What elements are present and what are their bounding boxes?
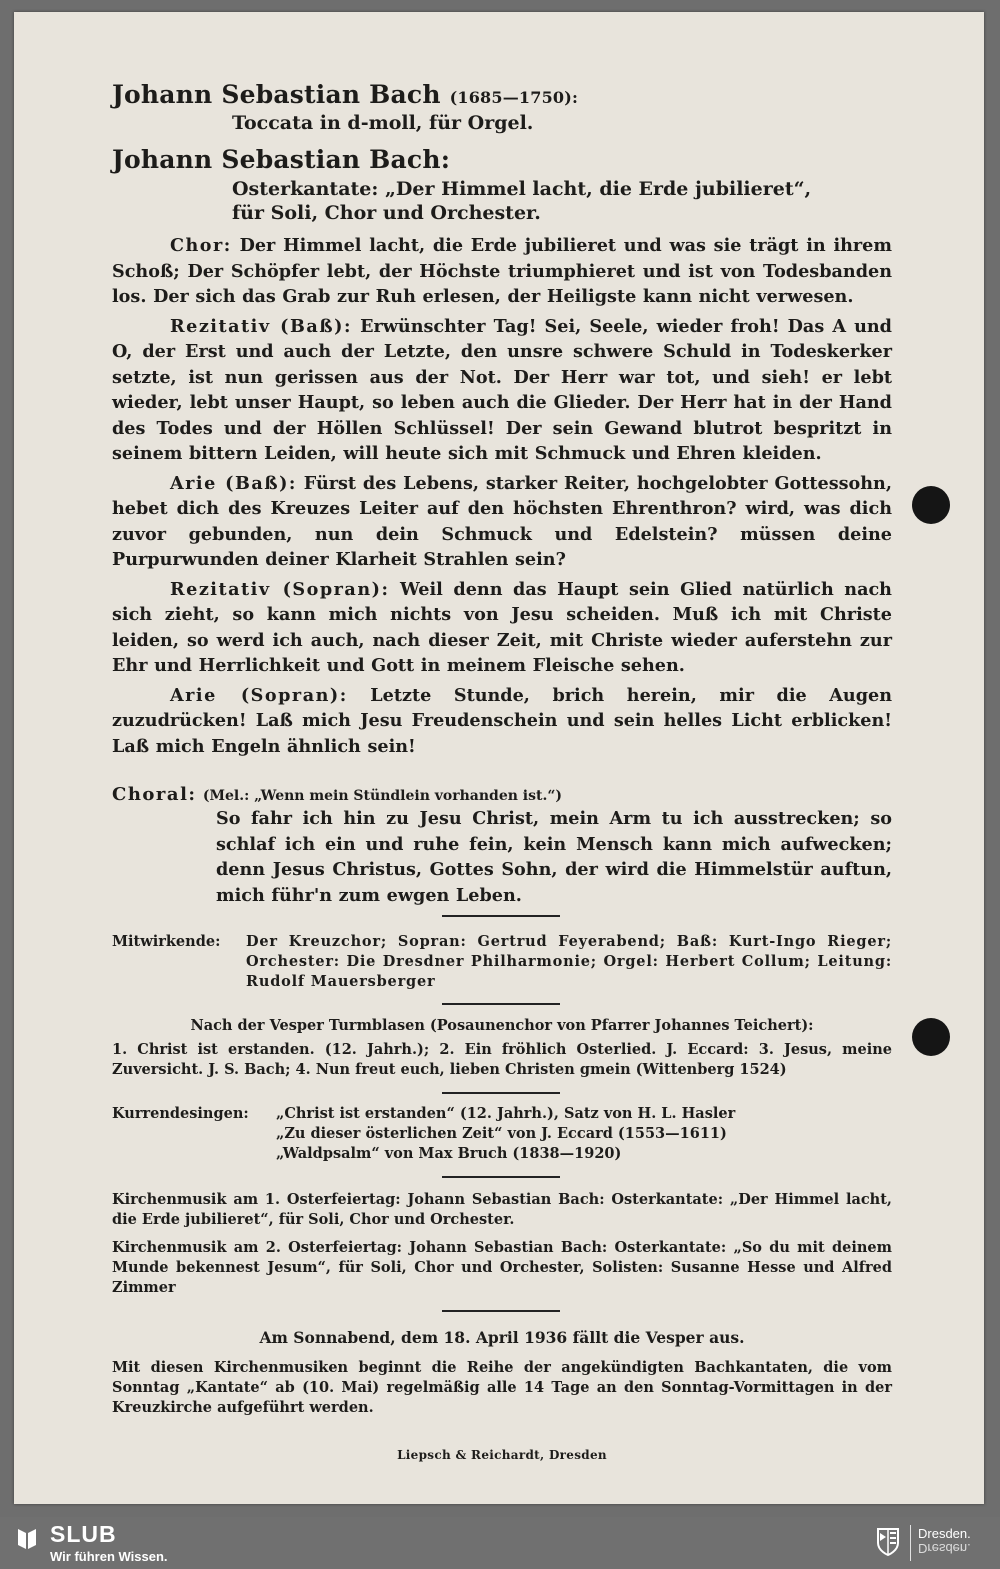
divider: [442, 1310, 560, 1312]
kurrende-line: „Christ ist erstanden“ (12. Jahrh.), Satz von H. L. Hasler: [276, 1105, 736, 1122]
punch-hole: [912, 1018, 950, 1056]
footer-divider: [910, 1525, 911, 1561]
kirchenmusik-day2: Kirchenmusik am 2. Osterfeiertag: Johann Sebastian Bach: Osterkantate: „So du mit deinem Munde bekennest Jesum“, für Soli, Chor und Orchester, Solisten: Susanne Hesse und Alfred Zimmer: [112, 1239, 892, 1296]
book-logo-icon: [16, 1525, 38, 1551]
divider: [442, 1092, 560, 1094]
movement-rezitativ-bass: Rezitativ (Baß): Erwünschter Tag! Sei, Seele, wieder froh! Das A und O, der Erst und auch der Letzte, den unsre schwere Schuld in Todeskerker setzte, ist nun gerissen aus der Not. Der Herr war tot, und sieh! er lebt wieder, lebt unser Haupt, so leben auch die Glieder. Der Herr hat in der Hand des Todes und der Höllen Schlüssel! Der sein Gewand blutrot bespritzt in seinem bittern Leiden, will heute sich mit Schmuck und Ehren kleiden.: [112, 315, 892, 464]
choral-text: So fahr ich hin zu Jesu Christ, mein Arm tu ich ausstrecken; so schlaf ich ein und ruhe fein, kein Mensch kann mich aufwecken; denn Jesus Christus, Gottes Sohn, der wird die Himmelstür auftun, mich führ'n zum ewgen Leben.: [216, 808, 892, 906]
kurrende-label: Kurrendesingen:: [112, 1105, 249, 1122]
work-toccata: Toccata in d-moll, für Orgel.: [232, 112, 534, 134]
turmblasen-heading: Nach der Vesper Turmblasen (Posaunenchor von Pfarrer Johannes Teichert):: [190, 1017, 814, 1034]
choral-heading: Choral: (Mel.: „Wenn mein Stündlein vorhanden ist.“): [112, 784, 562, 805]
composer-dates: (1685—1750):: [449, 88, 579, 107]
performers-label: Mitwirkende:: [112, 933, 221, 950]
city-crest-icon: [876, 1527, 900, 1557]
divider: [442, 1176, 560, 1178]
punch-hole: [912, 486, 950, 524]
choral-melody: (Mel.: „Wenn mein Stündlein vorhanden ist.“): [202, 788, 562, 804]
city-wordmark[interactable]: Dresden. Dresden.: [918, 1526, 971, 1556]
vesper-notice: Am Sonnabend, dem 18. April 1936 fällt die Vesper aus.: [259, 1328, 745, 1347]
movement-rezitativ-sopran: Rezitativ (Sopran): Weil denn das Haupt sein Glied natürlich nach sich zieht, so kann mich nichts von Jesu scheiden. Muß ich mit Christe leiden, so werd ich auch, nach dieser Zeit, mit Christe wieder auferstehn zur Ehr und Herrlichkeit und Gott in meinem Fleische sehen.: [112, 578, 892, 676]
kurrende-line: „Waldpsalm“ von Max Bruch (1838—1920): [276, 1145, 622, 1162]
work-osterkantate: Osterkantate: „Der Himmel lacht, die Erde jubilieret“,: [232, 178, 812, 200]
movement-arie-sopran: Arie (Sopran): Letzte Stunde, brich herein, mir die Augen zuzudrücken! Laß mich Jesu Freudenschein und sein helles Licht erblicken! Laß mich Engeln ähnlich sein!: [112, 684, 892, 757]
kirchenmusik-day1: Kirchenmusik am 1. Osterfeiertag: Johann Sebastian Bach: Osterkantate: „Der Himmel lacht, die Erde jubilieret“, für Soli, Chor und Orchester.: [112, 1191, 892, 1228]
bachkantaten-notice: Mit diesen Kirchenmusiken beginnt die Reihe der angekündigten Bachkantaten, die vom Sonntag „Kantate“ ab (10. Mai) regelmäßig alle 14 Tage an den Sonntag-Vormittagen in der Kreuzkirche aufgeführt werden.: [112, 1359, 892, 1416]
kurrende-line: „Zu dieser österlichen Zeit“ von J. Eccard (1553—1611): [276, 1125, 727, 1142]
movement-arie-bass: Arie (Baß): Fürst des Lebens, starker Reiter, hochgelobter Gottessohn, hebet dich des Kreuzes Leiter auf den höchsten Ehrenthron? wird, was dich zuvor gebunden, nun dein Schmuck und Edelstein? müssen deine Purpurwunden deiner Klarheit Strahlen sein?: [112, 472, 892, 570]
cantata-text: [112, 233, 892, 763]
turmblasen-text: 1. Christ ist erstanden. (12. Jahrh.); 2. Ein fröhlich Osterlied. J. Eccard: 3. Jesus, meine Zuversicht. J. S. Bach; 4. Nun freut euch, lieben Christen gmein (Wittenberg 1524): [112, 1041, 892, 1078]
library-footer-bar: [0, 1517, 1000, 1569]
title-bach-2: Johann Sebastian Bach:: [112, 145, 451, 174]
title-bach-1: [112, 80, 578, 113]
divider: [442, 915, 560, 917]
library-name[interactable]: SLUB: [50, 1521, 117, 1547]
movement-chor: Chor: Der Himmel lacht, die Erde jubilieret und was sie trägt in ihrem Schoß; Der Schöpfer lebt, der Höchste triumphieret und ist von Todesbanden los. Der sich das Grab zur Ruh erlesen, der Heiligste kann nicht verwesen.: [112, 235, 892, 307]
composer-name: Johann Sebastian Bach: [112, 80, 441, 109]
work-scoring: für Soli, Chor und Orchester.: [232, 202, 541, 224]
divider: [442, 1003, 560, 1005]
performers-text: Der Kreuzchor; Sopran: Gertrud Feyerabend; Baß: Kurt-Ingo Rieger; Orchester: Die Dresdner Philharmonie; Orgel: Herbert Collum; Leitung: Rudolf Mauersberger: [246, 933, 892, 990]
library-tagline: Wir führen Wissen.: [50, 1549, 168, 1564]
printer-imprint: Liepsch & Reichardt, Dresden: [397, 1448, 607, 1462]
